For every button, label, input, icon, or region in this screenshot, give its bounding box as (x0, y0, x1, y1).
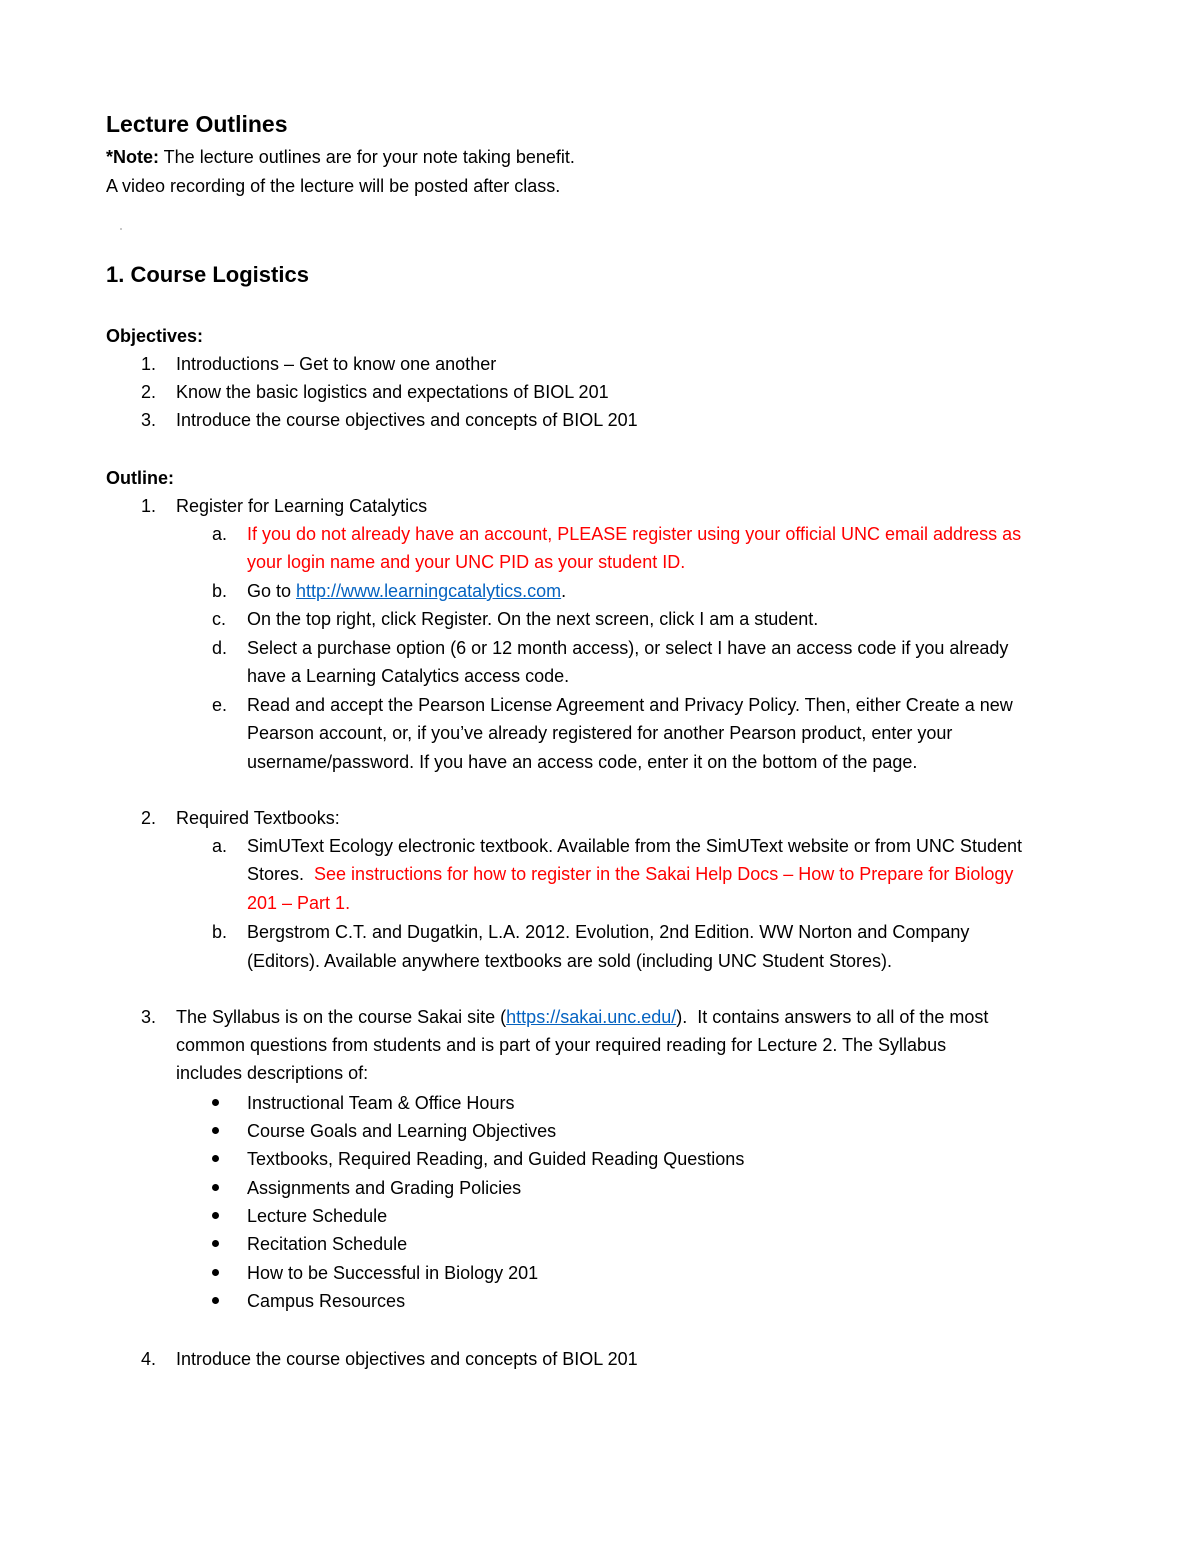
bullet-icon (212, 1184, 219, 1191)
syllabus-bullet: How to be Successful in Biology 201 (247, 1263, 539, 1283)
syllabus-line3: includes descriptions of: (176, 1063, 369, 1083)
syllabus-line2: common questions from students and is part of your required reading for Lecture 2. The Syllabus (176, 1035, 947, 1055)
objective-item: Introduce the course objectives and concepts of BIOL 201 (176, 410, 638, 430)
note-line (106, 143, 575, 171)
objective-item: Introductions – Get to know one another (176, 354, 497, 374)
register-instruction-line2: your login name and your UNC PID as your student ID. (247, 552, 686, 572)
objective-number: 3. (141, 410, 157, 430)
video-note: A video recording of the lecture will be posted after class. (106, 176, 561, 196)
objective-number: 2. (141, 382, 157, 402)
sub-letter: a. (212, 836, 228, 856)
bullet-icon (212, 1212, 219, 1219)
bullet-icon (212, 1297, 219, 1304)
outline-number: 4. (141, 1349, 157, 1369)
syllabus-bullet: Course Goals and Learning Objectives (247, 1121, 557, 1141)
outline-number: 2. (141, 808, 157, 828)
register-step-d-line2: have a Learning Catalytics access code. (247, 666, 570, 686)
sakai-help-instruction-end: 201 – Part 1. (247, 893, 351, 913)
sub-letter: a. (212, 524, 228, 544)
document-title: Lecture Outlines (106, 111, 288, 137)
register-step-c: On the top right, click Register. On the next screen, click I am a student. (247, 609, 819, 629)
register-step-e-line2: Pearson account, or, if you’ve already registered for another Pearson product, enter your (247, 723, 953, 743)
bullet-icon (212, 1127, 219, 1134)
stores-text: Stores. (247, 864, 315, 884)
outline-item-concepts: Introduce the course objectives and concepts of BIOL 201 (176, 1349, 638, 1369)
bullet-icon (212, 1269, 219, 1276)
sub-letter: c. (212, 609, 227, 629)
syllabus-prefix: The Syllabus is on the course Sakai site ( (176, 1007, 507, 1027)
syllabus-suffix: ). It contains answers to all of the most (676, 1007, 989, 1027)
textbook-evolution-line2: (Editors). Available anywhere textbooks are sold (including UNC Student Stores). (247, 951, 892, 971)
outline-number: 1. (141, 496, 157, 516)
sub-letter: b. (212, 922, 228, 942)
textbook-simutext-line1: SimUText Ecology electronic textbook. Available from the SimUText website or from UNC Student (247, 836, 1022, 856)
bullet-icon (212, 1155, 219, 1162)
sakai-help-instruction: See instructions for how to register in the Sakai Help Docs – How to Prepare for Biology (314, 864, 1014, 884)
outline-item-register: Register for Learning Catalytics (176, 496, 428, 516)
sub-letter: e. (212, 695, 228, 715)
sakai-link[interactable]: https://sakai.unc.edu/ (506, 1007, 677, 1027)
bullet-icon (212, 1240, 219, 1247)
objective-item: Know the basic logistics and expectations of BIOL 201 (176, 382, 609, 402)
syllabus-bullet: Recitation Schedule (247, 1234, 408, 1254)
outline-label: Outline: (106, 468, 174, 488)
register-step-d-line1: Select a purchase option (6 or 12 month access), or select I have an access code if you already (247, 638, 1009, 658)
register-step-e-line1: Read and accept the Pearson License Agreement and Privacy Policy. Then, either Create a new (247, 695, 1013, 715)
section-title: 1. Course Logistics (106, 262, 309, 287)
objective-number: 1. (141, 354, 157, 374)
syllabus-bullet: Lecture Schedule (247, 1206, 388, 1226)
sub-letter: d. (212, 638, 228, 658)
syllabus-bullet: Campus Resources (247, 1291, 406, 1311)
syllabus-line1 (176, 1003, 988, 1031)
outline-number: 3. (141, 1007, 157, 1027)
note-text: The lecture outlines are for your note taking benefit. (159, 147, 575, 167)
syllabus-bullet: Textbooks, Required Reading, and Guided Reading Questions (247, 1149, 745, 1169)
textbook-evolution-line1: Bergstrom C.T. and Dugatkin, L.A. 2012. Evolution, 2nd Edition. WW Norton and Company (247, 922, 970, 942)
syllabus-bullet: Instructional Team & Office Hours (247, 1093, 515, 1113)
learning-catalytics-link[interactable]: http://www.learningcatalytics.com (296, 581, 562, 601)
goto-suffix: . (561, 581, 567, 601)
objectives-label: Objectives: (106, 326, 204, 346)
goto-prefix: Go to (247, 581, 297, 601)
register-instruction-line1: If you do not already have an account, PLEASE register using your official UNC email address as (247, 524, 1022, 544)
outline-item-textbooks: Required Textbooks: (176, 808, 340, 828)
stray-mark (120, 228, 122, 230)
goto-line (247, 577, 566, 605)
bullet-icon (212, 1099, 219, 1106)
syllabus-bullet: Assignments and Grading Policies (247, 1178, 522, 1198)
textbook-simutext-line2 (247, 860, 1013, 888)
sub-letter: b. (212, 581, 228, 601)
note-label: *Note: (106, 147, 159, 167)
register-step-e-line3: username/password. If you have an access code, enter it on the bottom of the page. (247, 752, 918, 772)
